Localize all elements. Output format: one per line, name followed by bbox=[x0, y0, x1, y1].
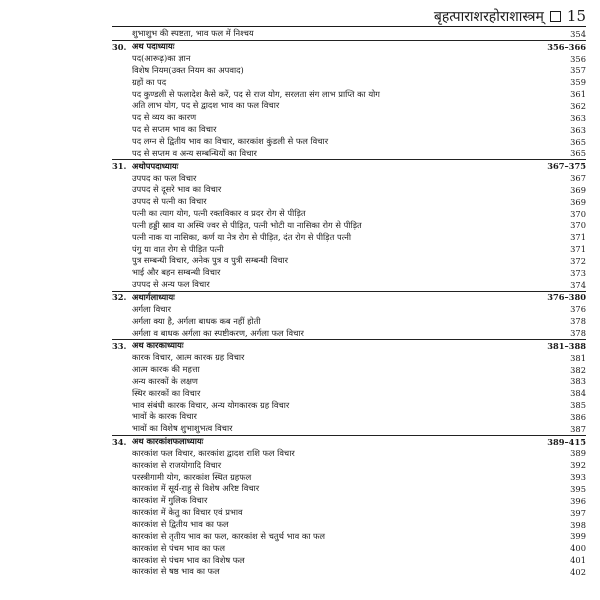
chapter-page-range: 356–366 bbox=[547, 41, 586, 52]
entry-page: 397 bbox=[570, 507, 586, 518]
toc-entry-row bbox=[112, 267, 586, 279]
chapter-heading-row bbox=[112, 159, 586, 172]
toc-entry-row bbox=[112, 76, 586, 88]
chapter-title: अथोपपदाध्यायः bbox=[132, 160, 179, 171]
entry-title: पंगु या वात रोग से पीड़ित पत्नी bbox=[132, 243, 224, 254]
chapter-heading-row bbox=[112, 339, 586, 352]
chapter-title: अथ कारकांशफलाध्यायः bbox=[132, 436, 204, 447]
entry-title: अति लाभ योग, पद से द्वादश भाव का फल विचार bbox=[132, 100, 280, 111]
toc-entry-row bbox=[112, 100, 586, 112]
entry-page: 378 bbox=[570, 328, 586, 339]
toc-entry-row bbox=[112, 471, 586, 483]
chapter-page-range: 376–380 bbox=[547, 292, 586, 303]
toc-entry-row bbox=[112, 196, 586, 208]
entry-title: उपपद से अन्य फल विचार bbox=[132, 279, 210, 290]
toc-entry-row bbox=[112, 519, 586, 531]
toc-entry-row bbox=[112, 220, 586, 232]
toc-entry-row bbox=[112, 507, 586, 519]
entry-title: पद लग्न से द्वितीय भाव का विचार, कारकांश कुंडली से फल विचार bbox=[132, 136, 329, 147]
chapter-number: 32. bbox=[112, 292, 127, 303]
toc-entry-row bbox=[112, 136, 586, 148]
toc-entry-row bbox=[112, 53, 586, 65]
book-title: बृहत्पाराशरहोराशास्त्रम् bbox=[433, 8, 544, 25]
page-number: 15 bbox=[566, 7, 586, 25]
entry-title: स्थिर कारकों का विचार bbox=[132, 387, 201, 398]
entry-page: 370 bbox=[570, 208, 586, 219]
toc-entry-row bbox=[112, 147, 586, 159]
entry-title: अर्गला विचार bbox=[132, 303, 171, 314]
toc-entry-row bbox=[112, 231, 586, 243]
entry-page: 372 bbox=[570, 255, 586, 266]
entry-title: पुत्र सम्बन्धी विचार, अनेक पुत्र व पुत्री सम्बन्धी विचार bbox=[132, 255, 289, 266]
entry-page: 384 bbox=[570, 388, 586, 399]
entry-page: 354 bbox=[570, 28, 586, 39]
entry-page: 365 bbox=[570, 136, 586, 147]
entry-page: 402 bbox=[570, 566, 586, 577]
entry-page: 389 bbox=[570, 448, 586, 459]
entry-page: 381 bbox=[570, 352, 586, 363]
entry-page: 399 bbox=[570, 531, 586, 542]
entry-title: कारकांश में गुलिक विचार bbox=[132, 495, 208, 506]
entry-page: 383 bbox=[570, 376, 586, 387]
toc-entry-row bbox=[112, 327, 586, 339]
chapter-number: 34. bbox=[112, 436, 127, 447]
entry-page: 367 bbox=[570, 173, 586, 184]
toc-entry-row bbox=[112, 375, 586, 387]
toc-entry-row bbox=[112, 279, 586, 291]
entry-title: कारकांश से पंचम भाव का विशेष फल bbox=[132, 554, 245, 565]
entry-page: 363 bbox=[570, 112, 586, 123]
toc-entry-row bbox=[112, 495, 586, 507]
chapter-page-range: 389–415 bbox=[547, 436, 586, 447]
chapter-heading-row bbox=[112, 291, 586, 304]
entry-title: कारक विचार, आत्म कारक ग्रह विचार bbox=[132, 352, 245, 363]
entry-page: 398 bbox=[570, 519, 586, 530]
toc-entry-row bbox=[112, 88, 586, 100]
entry-page: 370 bbox=[570, 220, 586, 231]
entry-page: 357 bbox=[570, 65, 586, 76]
chapter-heading-row bbox=[112, 435, 586, 448]
toc-entry-row bbox=[112, 184, 586, 196]
entry-title: उपपद से पत्नी का विचार bbox=[132, 196, 207, 207]
entry-page: 361 bbox=[570, 89, 586, 100]
entry-title: उपपद से दूसरे भाव का विचार bbox=[132, 184, 222, 195]
chapter-number: 33. bbox=[112, 340, 127, 351]
entry-page: 387 bbox=[570, 423, 586, 434]
entry-title: पद(आरूढ़)का ज्ञान bbox=[132, 53, 191, 64]
entry-title: भाव संबंधी कारक विचार, अन्य योगकारक ग्रह विचार bbox=[132, 399, 290, 410]
chapter-page-range: 367–375 bbox=[547, 161, 586, 172]
chapter-number: 31. bbox=[112, 161, 127, 172]
toc-entry-row bbox=[112, 566, 586, 578]
entry-title: पत्नी नाक या नासिका, कर्ण या नेत्र रोग से पीड़ित, दंत रोग से पीड़ित पत्नी bbox=[132, 231, 351, 242]
running-header bbox=[434, 4, 586, 28]
toc-entry-row bbox=[112, 364, 586, 376]
toc-entry-row bbox=[112, 243, 586, 255]
entry-page: 385 bbox=[570, 400, 586, 411]
entry-page: 392 bbox=[570, 460, 586, 471]
entry-page: 371 bbox=[570, 244, 586, 255]
entry-page: 386 bbox=[570, 411, 586, 422]
entry-page: 376 bbox=[570, 304, 586, 315]
toc-entry-row bbox=[112, 28, 586, 40]
toc-entry-row bbox=[112, 423, 586, 435]
toc-entry-row bbox=[112, 208, 586, 220]
table-of-contents bbox=[112, 28, 586, 578]
entry-title: कारकांश में केतु का विचार एवं प्रभाव bbox=[132, 507, 243, 518]
chapter-number: 30. bbox=[112, 41, 127, 52]
toc-entry-row bbox=[112, 483, 586, 495]
entry-page: 362 bbox=[570, 100, 586, 111]
toc-entry-row bbox=[112, 399, 586, 411]
toc-entry-row bbox=[112, 124, 586, 136]
toc-entry-row bbox=[112, 542, 586, 554]
entry-title: कारकांश से द्वितीय भाव का फल bbox=[132, 519, 229, 530]
entry-title: पत्नी हड्डी स्राव या अस्थि ज्वर से पीड़ित, पत्नी भोटी या नासिका रोग से पीड़ित bbox=[132, 219, 362, 230]
entry-page: 374 bbox=[570, 279, 586, 290]
entry-title: कारकांश से षष्ठ भाव का फल bbox=[132, 566, 220, 577]
toc-entry-row bbox=[112, 172, 586, 184]
entry-page: 363 bbox=[570, 124, 586, 135]
entry-title: ग्रहों का पद bbox=[132, 76, 167, 87]
entry-title: आत्म कारक की महत्ता bbox=[132, 364, 200, 375]
entry-title: कारकांश से तृतीय भाव का फल, कारकांश से चतुर्थ भाव का फल bbox=[132, 530, 326, 541]
entry-page: 373 bbox=[570, 267, 586, 278]
entry-title: उपपद का फल विचार bbox=[132, 172, 197, 183]
entry-page: 401 bbox=[570, 555, 586, 566]
square-icon bbox=[550, 11, 561, 22]
chapter-page-range: 381–388 bbox=[547, 340, 586, 351]
entry-title: भावों के कारक विचार bbox=[132, 411, 197, 422]
entry-title: परस्त्रीगामी योग, कारकांश स्थित ग्रहफल bbox=[132, 471, 252, 482]
toc-entry-row bbox=[112, 530, 586, 542]
entry-title: अर्गला क्या है, अर्गला बाधक कब नहीं होती bbox=[132, 315, 261, 326]
entry-page: 400 bbox=[570, 543, 586, 554]
entry-page: 356 bbox=[570, 53, 586, 64]
entry-title: कारकांश फल विचार, कारकांश द्वादश राशि फल विचार bbox=[132, 447, 295, 458]
toc-entry-row bbox=[112, 303, 586, 315]
toc-entry-row bbox=[112, 352, 586, 364]
entry-title: पद से सप्तम भाव का विचार bbox=[132, 124, 217, 135]
toc-entry-row bbox=[112, 459, 586, 471]
header-rule bbox=[112, 26, 586, 27]
toc-entry-row bbox=[112, 387, 586, 399]
entry-page: 393 bbox=[570, 472, 586, 483]
toc-entry-row bbox=[112, 112, 586, 124]
entry-page: 365 bbox=[570, 148, 586, 159]
entry-title: भाई और बहन सम्बन्धी विचार bbox=[132, 267, 221, 278]
entry-page: 359 bbox=[570, 77, 586, 88]
entry-title: शुभाशुभ की स्पष्टता, भाव फल में निश्चय bbox=[132, 28, 254, 39]
entry-title: कारकांश में सूर्य-राहु से विशेष अरिष्ट विचार bbox=[132, 483, 260, 494]
entry-title: भावों का विशेष शुभाशुभत्व विचार bbox=[132, 423, 233, 434]
entry-title: पद से व्यय का कारण bbox=[132, 112, 197, 123]
chapter-title: अथ कारकाध्यायः bbox=[132, 340, 184, 351]
entry-page: 395 bbox=[570, 483, 586, 494]
entry-page: 382 bbox=[570, 364, 586, 375]
entry-page: 369 bbox=[570, 196, 586, 207]
chapter-title: अथ पदाध्यायः bbox=[132, 41, 175, 52]
chapter-title: अथार्गलाध्यायः bbox=[132, 291, 175, 302]
entry-title: कारकांश से राजयोगादि विचार bbox=[132, 459, 222, 470]
entry-title: विशेष नियम(उक्त नियम का अपवाद) bbox=[132, 64, 244, 75]
entry-title: पत्नी का त्याग योग, पत्नी रक्तविकार व प्रदर रोग से पीड़ित bbox=[132, 208, 306, 219]
entry-page: 396 bbox=[570, 495, 586, 506]
entry-title: अर्गला व बाधक अर्गला का स्पष्टीकरण, अर्गला फल विचार bbox=[132, 327, 304, 338]
entry-title: कारकांश से पंचम भाव का फल bbox=[132, 542, 225, 553]
entry-title: पद से सप्तम व अन्य सम्बन्धियों का विचार bbox=[132, 147, 257, 158]
entry-title: अन्य कारकों के लक्षण bbox=[132, 375, 198, 386]
toc-entry-row bbox=[112, 255, 586, 267]
chapter-heading-row bbox=[112, 40, 586, 53]
toc-entry-row bbox=[112, 411, 586, 423]
toc-entry-row bbox=[112, 65, 586, 77]
toc-entry-row bbox=[112, 448, 586, 460]
entry-page: 378 bbox=[570, 316, 586, 327]
toc-entry-row bbox=[112, 315, 586, 327]
entry-page: 369 bbox=[570, 184, 586, 195]
entry-page: 371 bbox=[570, 232, 586, 243]
toc-entry-row bbox=[112, 554, 586, 566]
entry-title: पद कुण्डली से फलादेश कैसे करें, पद से राज योग, सरलता संग लाभ प्राप्ति का योग bbox=[132, 88, 380, 99]
